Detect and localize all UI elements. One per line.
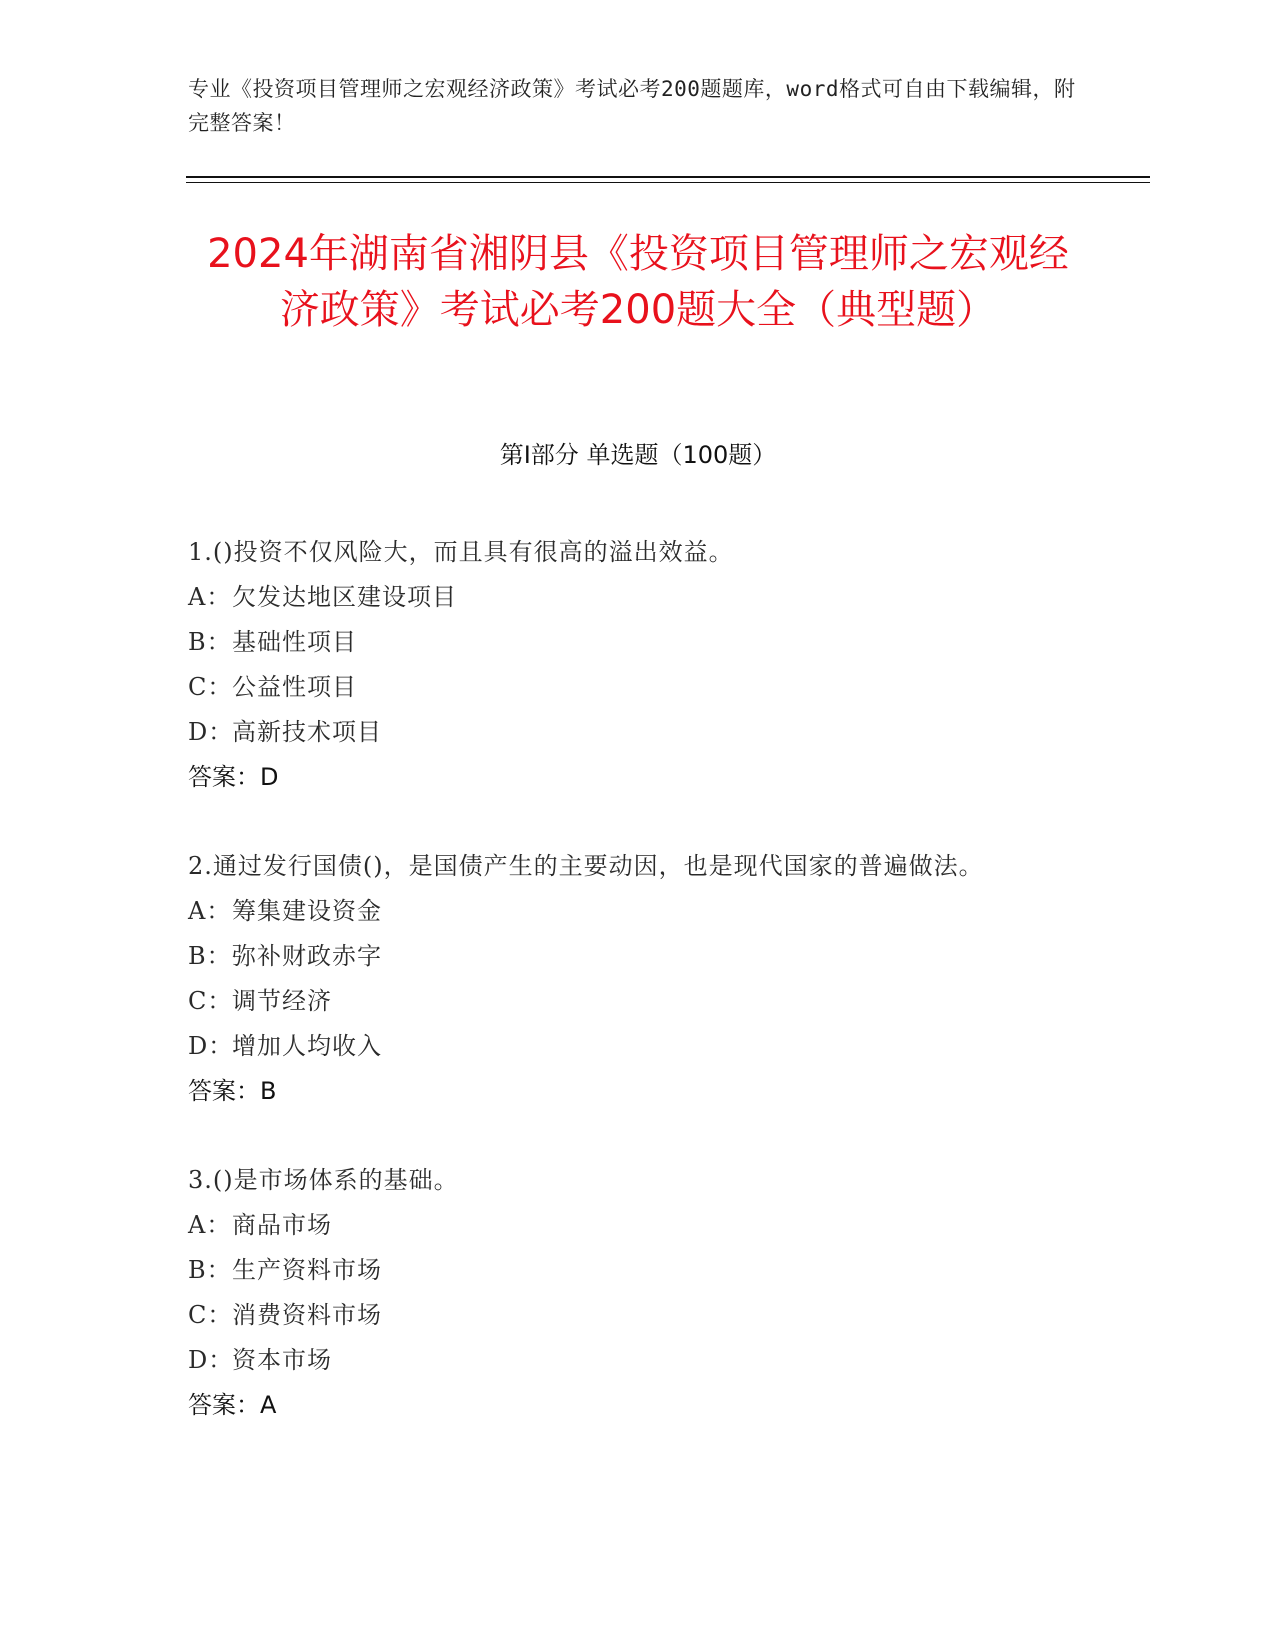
header-note: 专业《投资项目管理师之宏观经济政策》考试必考200题题库，word格式可自由下载编辑，附完整答案！ <box>188 77 1076 135</box>
option-text: 筹集建设资金 <box>232 897 382 925</box>
option-text: 消费资料市场 <box>232 1301 382 1329</box>
option-a <box>188 1203 1068 1248</box>
option-letter: A： <box>188 583 232 611</box>
option-letter: C： <box>188 1301 233 1329</box>
header-rule-thin <box>186 182 1150 183</box>
answer-line: 答案：B <box>188 1077 277 1105</box>
option-text: 资本市场 <box>232 1346 332 1374</box>
option-text: 调节经济 <box>232 987 332 1015</box>
option-c <box>188 1293 1068 1338</box>
option-letter: D： <box>188 1032 234 1060</box>
option-b <box>188 934 1068 979</box>
option-letter: B： <box>188 1256 232 1284</box>
option-letter: B： <box>188 628 232 656</box>
option-text: 高新技术项目 <box>232 718 382 746</box>
option-c <box>188 979 1068 1024</box>
option-a <box>188 889 1068 934</box>
option-text: 基础性项目 <box>232 628 357 656</box>
question-3 <box>188 1158 1068 1428</box>
option-c <box>188 665 1068 710</box>
option-letter: C： <box>188 673 233 701</box>
option-text: 公益性项目 <box>232 673 357 701</box>
option-b <box>188 1248 1068 1293</box>
option-text: 欠发达地区建设项目 <box>232 583 457 611</box>
option-text: 商品市场 <box>232 1211 332 1239</box>
option-letter: C： <box>188 987 233 1015</box>
option-d <box>188 1338 1068 1383</box>
option-d <box>188 710 1068 755</box>
question-list <box>188 530 1068 1472</box>
option-b <box>188 620 1068 665</box>
option-text: 弥补财政赤字 <box>232 942 382 970</box>
question-stem: 2.通过发行国债()，是国债产生的主要动因，也是现代国家的普遍做法。 <box>188 852 984 880</box>
option-letter: A： <box>188 897 232 925</box>
question-stem: 1.()投资不仅风险大，而且具有很高的溢出效益。 <box>188 538 734 566</box>
option-text: 生产资料市场 <box>232 1256 382 1284</box>
answer-line: 答案：D <box>188 763 279 791</box>
section-heading: 第Ⅰ部分 单选题（100题） <box>499 441 777 469</box>
question-1 <box>188 530 1068 800</box>
answer-line: 答案：A <box>188 1391 277 1419</box>
option-letter: A： <box>188 1211 232 1239</box>
option-d <box>188 1024 1068 1069</box>
document-title: 2024年湖南省湘阴县《投资项目管理师之宏观经济政策》考试必考200题大全（典型题） <box>207 231 1069 333</box>
question-stem: 3.()是市场体系的基础。 <box>188 1166 459 1194</box>
header-rule-thick <box>186 176 1150 178</box>
option-letter: B： <box>188 942 232 970</box>
question-2 <box>188 844 1068 1114</box>
option-a <box>188 575 1068 620</box>
option-letter: D： <box>188 718 234 746</box>
option-text: 增加人均收入 <box>232 1032 382 1060</box>
option-letter: D： <box>188 1346 234 1374</box>
